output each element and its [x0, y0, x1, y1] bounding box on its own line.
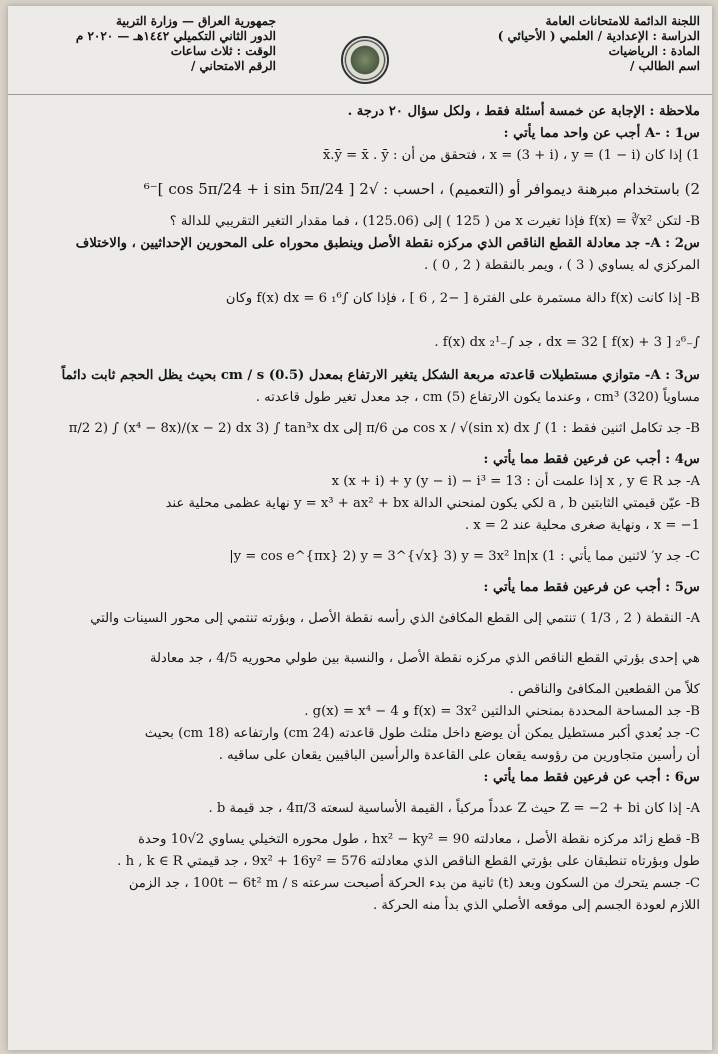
header-republic: جمهورية العراق — وزارة التربية: [115, 14, 276, 28]
q1-a2: 2) باستخدام مبرهنة ديموافر أو (التعميم) ، احسب : √2 [ cos 5π/24 + i sin 5π/24 ]⁻⁶: [143, 180, 700, 198]
exam-header: [8, 6, 712, 95]
exam-note: ملاحظة : الإجابة عن خمسة أسئلة فقط ، ولكل سؤال ٢٠ درجة .: [347, 104, 700, 119]
header-subject: المادة : الرياضيات: [608, 44, 700, 58]
exam-sheet: [8, 6, 712, 1050]
q6-b-cont: طول وبؤرتاه تنطبقان على بؤرتي القطع الناقص الذي معادلته 9x² + 16y² = 576 ، جد قيمتي h , k ∈ R .: [117, 854, 700, 869]
q3-a: س3 : A- متوازي مستطيلات قاعدته مربعة الشكل يتغير الارتفاع بمعدل (0.5) cm / s بحيث يظل الحجم ثابت دائماً: [61, 368, 700, 383]
header-student-name: اسم الطالب /: [629, 59, 700, 73]
header-exam-number: الرقم الامتحاني /: [190, 59, 276, 73]
q2-b: B- إذا كانت f(x) دالة مستمرة على الفترة [ −2 , 6 ] ، فإذا كان ∫₁⁶ f(x) dx = 6 وكان: [225, 291, 700, 306]
ministry-seal-icon: [341, 36, 389, 84]
header-study: الدراسة : الإعدادية / العلمي ( الأحيائي ): [497, 29, 700, 43]
exam-content: [8, 95, 712, 917]
q1-b: B- لتكن f(x) = ∛x² فإذا تغيرت x من ( 125 ) إلى (125.06) ، فما مقدار التغير التقريبي للدالة ؟: [169, 214, 700, 229]
q5-b: B- جد المساحة المحددة بمنحني الدالتين f(x) = 3x² و g(x) = x⁴ − 4 .: [304, 704, 700, 719]
header-session: الدور الثاني التكميلي ١٤٤٢هـ — ٢٠٢٠ م: [75, 29, 276, 43]
q4-b-cont: x = −1 ، ونهاية صغرى محلية عند x = 2 .: [464, 518, 700, 533]
q3-a-cont: مساوياً (320) cm³ ، وعندما يكون الارتفاع (5) cm ، جد معدل تغير طول قاعدته .: [255, 390, 700, 405]
header-time: الوقت : ثلاث ساعات: [170, 44, 276, 58]
q4-heading: س4 : أجب عن فرعين فقط مما يأتي :: [483, 452, 700, 467]
q6-a: A- إذا كان Z = −2 + bi حيث Z عدداً مركباً ، القيمة الأساسية لسعته 4π/3 ، جد قيمة b .: [208, 801, 700, 816]
q5-a: A- النقطة ( 2 , 1/3 ) تنتمي إلى القطع المكافئ الذي رأسه نقطة الأصل ، وبؤرته تنتمي إلى محور السينات والتي: [90, 611, 700, 626]
q2-a: س2 : A- جد معادلة القطع الناقص الذي مركزه نقطة الأصل وينطبق محوراه على المحورين الإحداثيين ، والاختلاف: [75, 236, 700, 251]
q5-c: C- جد بُعدي أكبر مستطيل يمكن أن يوضع داخل مثلث طول قاعدته (24 cm) وارتفاعه (18 cm) بحيث: [144, 726, 700, 741]
q1-heading: س1 : -A أجب عن واحد مما يأتي :: [503, 126, 700, 141]
header-committee: اللجنة الدائمة للامتحانات العامة: [545, 14, 700, 28]
header-left: [26, 14, 276, 74]
q5-c-cont: أن رأسين متجاورين من رؤوسه يقعان على القاعدة والرأسين الباقيين يقعان على ساقيه .: [218, 748, 700, 763]
header-right: [440, 14, 700, 74]
q5-a-cont2: كلاً من القطعين المكافئ والناقص .: [509, 682, 700, 697]
q6-c: C- جسم يتحرك من السكون وبعد (t) ثانية من بدء الحركة أصبحت سرعته 100t − 6t² m / s ، جد الزمن: [128, 876, 700, 891]
q2-a-cont: المركزي له يساوي ( 3 ) ، ويمر بالنقطة ( 2 , 0 ) .: [424, 258, 700, 273]
q4-b: B- عيّن قيمتي الثابتين a , b لكي يكون لمنحني الدالة y = x³ + ax² + bx نهاية عظمى محلية عند: [165, 496, 700, 511]
q4-a: A- جد x , y ∈ R إذا علمت أن : x (x + i) + y (y − i) − i³ = 13: [331, 474, 700, 489]
q4-c: C- جد y′ لاثنين مما يأتي : 1) y = cos e^{πx} 2) y = 3^{√x} 3) y = 3x² ln|x|: [229, 549, 700, 564]
q6-heading: س6 : أجب عن فرعين فقط مما يأتي :: [483, 770, 700, 785]
q5-a-cont: هي إحدى بؤرتي القطع الناقص الذي مركزه نقطة الأصل ، والنسبة بين طولي محوريه 4/5 ، جد معادلة: [149, 651, 700, 666]
q1-a1: 1) إذا كان x = (3 + i) ، y = (1 − i) ، فتحقق من أن : x̄.ȳ = x̄ . ȳ: [322, 148, 700, 163]
q6-b: B- قطع زائد مركزه نقطة الأصل ، معادلته hx² − ky² = 90 ، طول محوره التخيلي يساوي 2√10 وحدة: [138, 832, 700, 847]
q3-b: B- جد تكامل اثنين فقط : 1) ∫ cos x / √(sin x) dx من π/6 إلى π/2 2) ∫ (x⁴ − 8x)/(x − 2) dx 3) ∫ tan³x dx: [68, 421, 700, 436]
q6-c-cont: اللازم لعودة الجسم إلى موقعه الأصلي الذي بدأ منه الحركة .: [372, 898, 700, 913]
q2-b-cont: ∫₋₂⁶ [ f(x) + 3 ] dx = 32 ، جد ∫₋₂¹ f(x) dx .: [434, 335, 700, 350]
q5-heading: س5 : أجب عن فرعين فقط مما يأتي :: [483, 580, 700, 595]
